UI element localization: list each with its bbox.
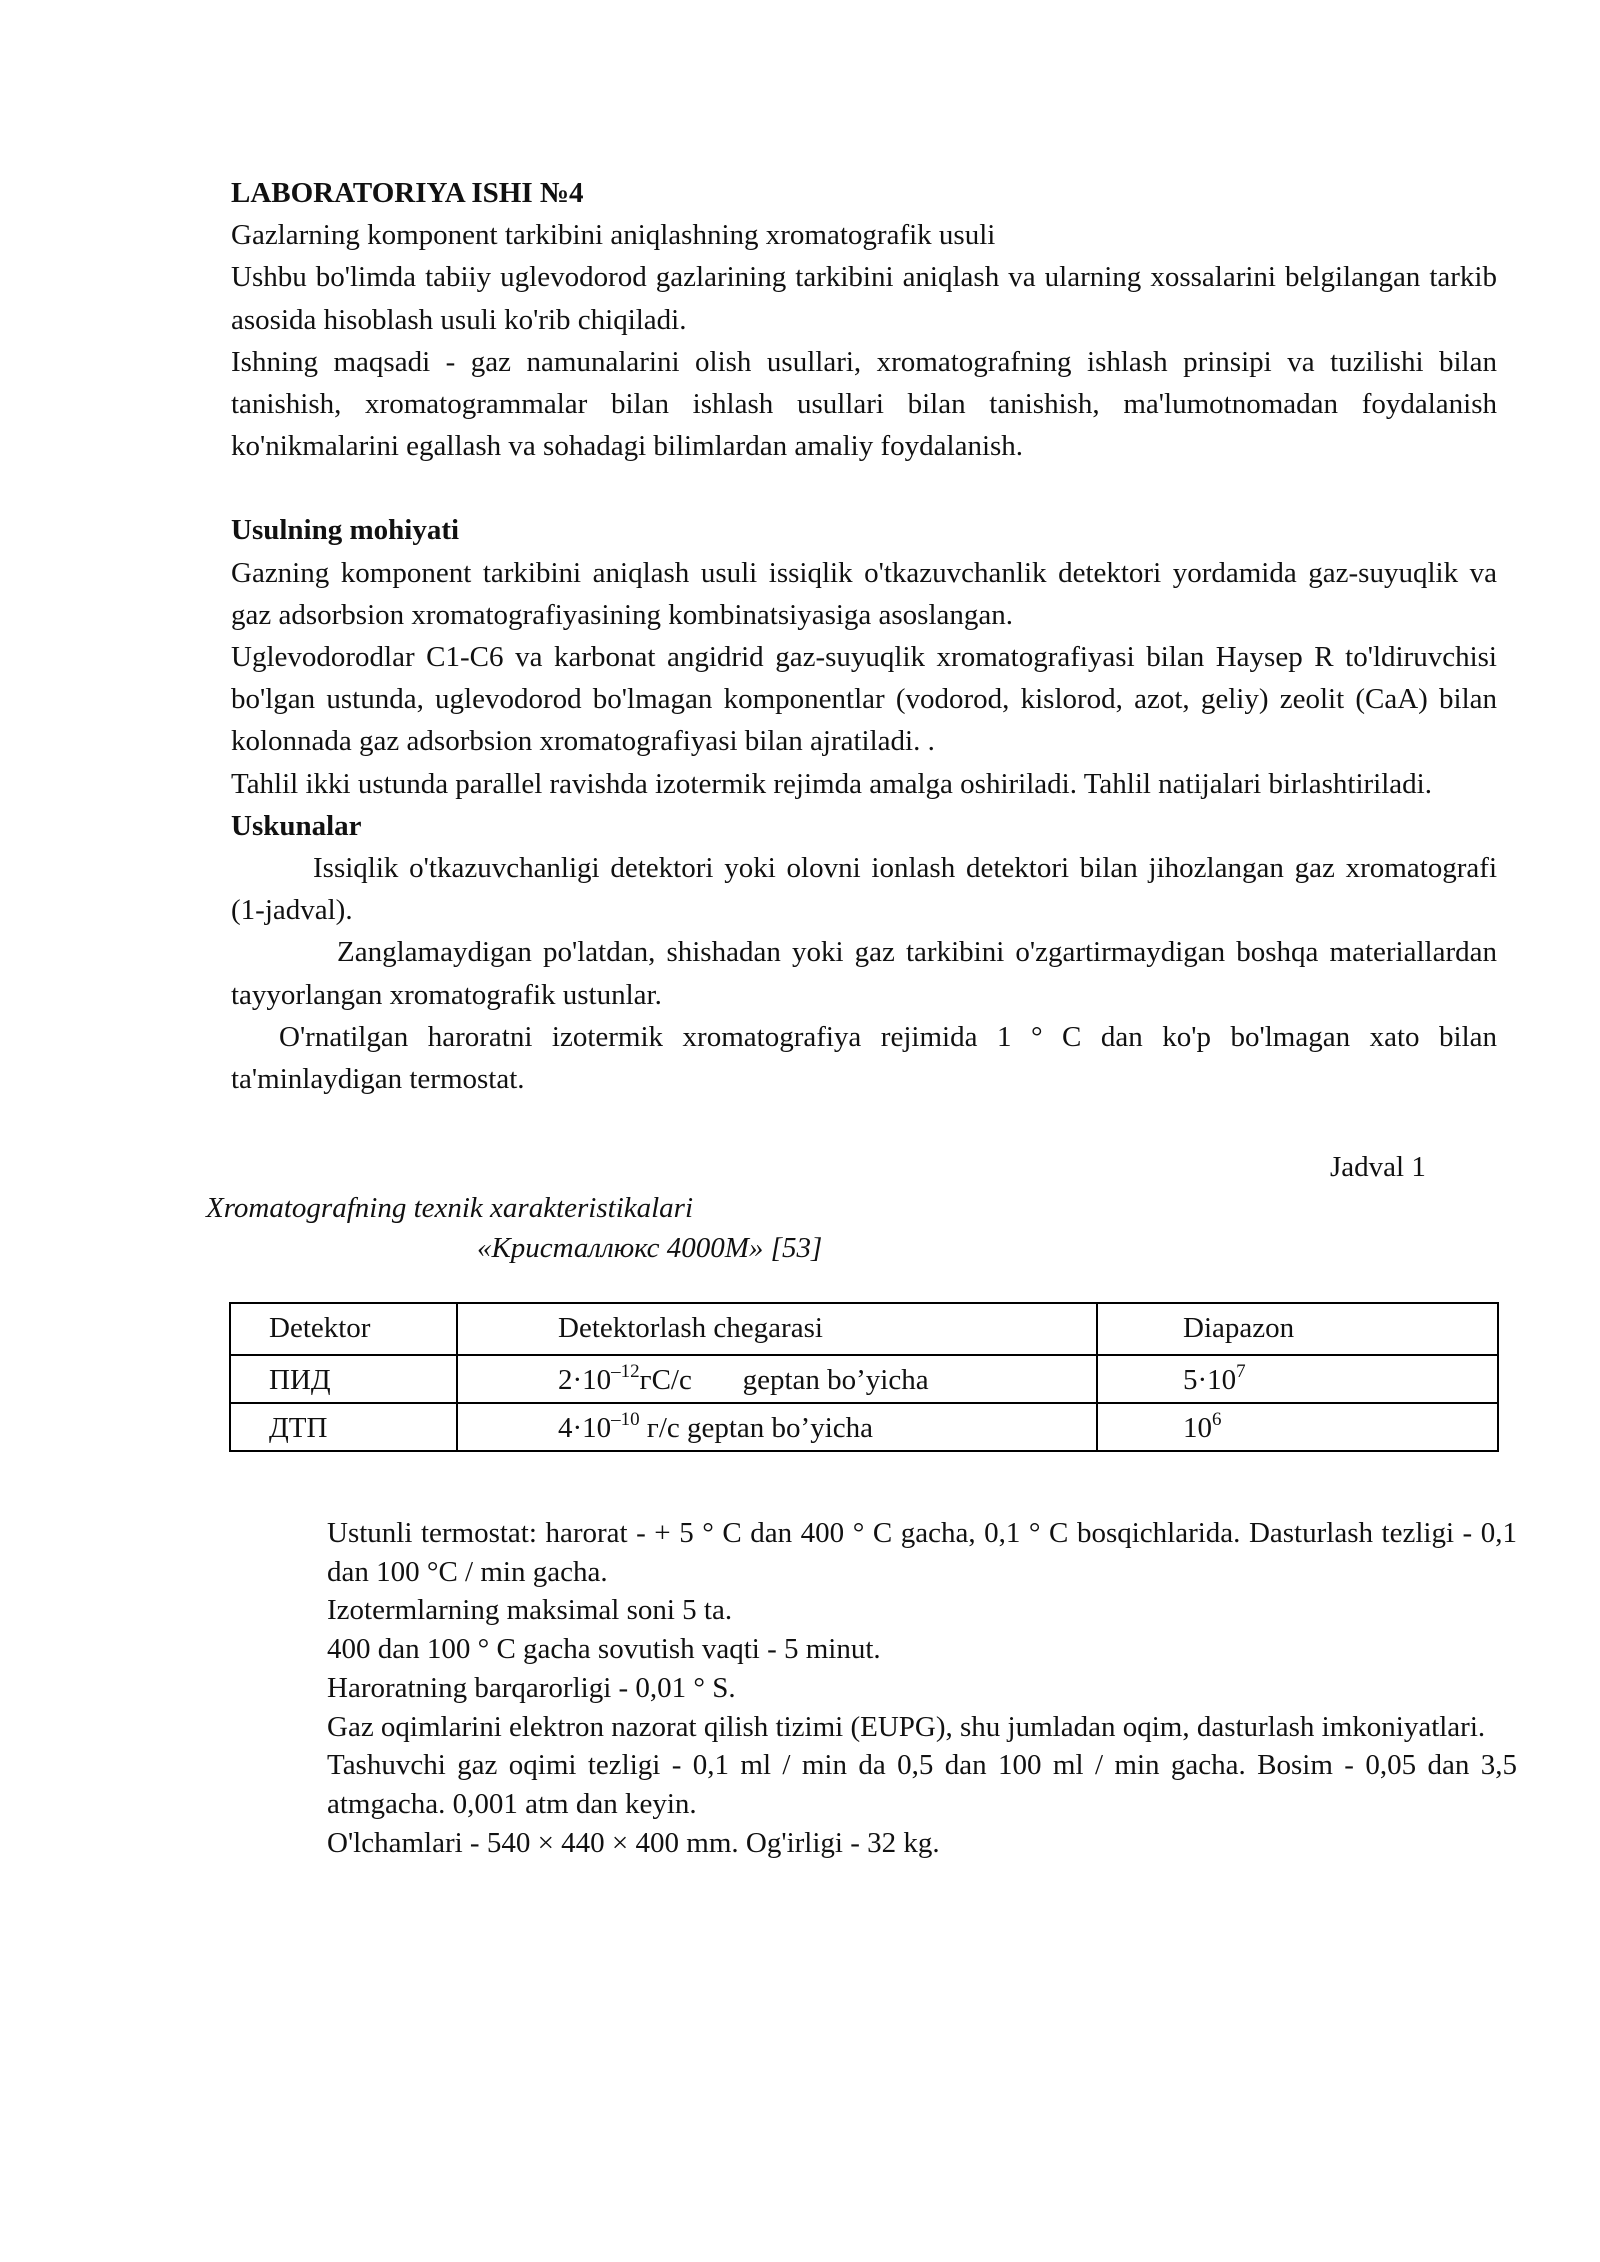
table-label: Jadval 1 <box>1330 1151 1426 1183</box>
spec-item: Gaz oqimlarini elektron nazorat qilish tizimi (EUPG), shu jumladan oqim, dasturlash imkoniyatlari. <box>327 1710 1486 1743</box>
spec-item: 400 dan 100 ° C gacha sovutish vaqti - 5 minut. <box>327 1633 881 1666</box>
essence-paragraph-2: Uglevodorodlar C1-C6 va karbonat angidrid gaz-suyuqlik xromatografiyasi bilan Haysep R to'ldiruvchisi bo'lgan ustunda, uglevodorod bo'lmagan komponentlar (vodorod, kislorod, azot, geliy) zeolit (CaA) bilan kolonnada gaz adsorbsion xromatografiyasi bilan ajratiladi. . <box>231 641 1497 758</box>
range-exponent: 7 <box>1236 1361 1246 1382</box>
cell-limit <box>457 1403 1097 1451</box>
range-base: 10 <box>1183 1412 1212 1444</box>
limit-exponent: –12 <box>611 1361 640 1382</box>
spacer <box>231 467 1497 509</box>
page-subtitle: Gazlarning komponent tarkibini aniqlashning xromatografik usuli <box>231 219 996 252</box>
equipment-paragraph-1: Issiqlik o'tkazuvchanligi detektori yoki olovni ionlash detektori bilan jihozlangan gaz xromatografi (1-jadval). <box>231 852 1497 927</box>
spec-item: Ustunli termostat: harorat - + 5 ° C dan 400 ° C gacha, 0,1 ° C bosqichlarida. Dasturlash tezligi - 0,1 dan 100 °C / min gacha. <box>327 1517 1517 1588</box>
table-row <box>230 1355 1498 1403</box>
spec-item: Haroratning barqarorligi - 0,01 ° S. <box>327 1671 736 1704</box>
essence-paragraph-1: Gazning komponent tarkibini aniqlash usuli issiqlik o'tkazuvchanlik detektori yordamida gaz-suyuqlik va gaz adsorbsion xromatografiyasining kombinatsiyasiga asoslangan. <box>231 556 1497 631</box>
table-caption: Xromatografning texnik xarakteristikalari <box>206 1192 694 1224</box>
intro-paragraph: Ushbu bo'limda tabiiy uglevodorod gazlarining tarkibini aniqlash va ularning xossalarini belgilangan tarkib asosida hisoblash usuli ko'rib chiqiladi. <box>231 261 1497 336</box>
header-range: Diapazon <box>1097 1303 1498 1355</box>
range-base: 5·10 <box>1183 1364 1237 1396</box>
header-limit: Detektorlash chegarasi <box>457 1303 1097 1355</box>
limit-base: 4·10 <box>558 1412 612 1444</box>
goal-paragraph: Ishning maqsadi - gaz namunalarini olish usullari, xromatografning ishlash prinsipi va tuzilishi bilan tanishish, xromatogrammalar bilan ishlash usullari bilan tanishish, ma'lumotnomadan foydalanish ko'nikmalarini egallash va sohadagi bilimlardan amaliy foydalanish. <box>231 345 1497 463</box>
limit-base: 2·10 <box>558 1364 612 1396</box>
limit-unit: гC/c geptan bo’yicha <box>639 1364 929 1396</box>
spec-item: Izotermlarning maksimal soni 5 ta. <box>327 1594 733 1627</box>
cell-range <box>1097 1403 1498 1451</box>
header-detector: Detektor <box>230 1303 457 1355</box>
equipment-paragraph-2: Zanglamaydigan po'latdan, shishadan yoki gaz tarkibini o'zgartirmaydigan boshqa materiallardan tayyorlangan xromatografik ustunlar. <box>231 936 1497 1011</box>
main-text <box>231 172 1497 1100</box>
spec-item: O'lchamlari - 540 × 440 × 400 mm. Og'irligi - 32 kg. <box>327 1826 940 1859</box>
cell-detector: ПИД <box>230 1355 457 1403</box>
page-title: LABORATORIYA ISHI №4 <box>231 177 584 209</box>
cell-limit <box>457 1355 1097 1403</box>
table-header-row <box>230 1303 1498 1355</box>
essence-heading: Usulning mohiyati <box>231 514 460 547</box>
spec-list <box>327 1514 1517 1862</box>
range-exponent: 6 <box>1212 1409 1222 1430</box>
cell-detector: ДТП <box>230 1403 457 1451</box>
equipment-heading: Uskunalar <box>231 809 362 842</box>
cell-range <box>1097 1355 1498 1403</box>
limit-unit: г/c geptan bo’yicha <box>639 1412 874 1444</box>
limit-exponent: –10 <box>611 1409 640 1430</box>
table-caption-model: «Кристаллюкс 4000М» [53] <box>477 1232 823 1264</box>
equipment-paragraph-3: O'rnatilgan haroratni izotermik xromatografiya rejimida 1 ° C dan ko'p bo'lmagan xato bilan ta'minlaydigan termostat. <box>231 1020 1497 1096</box>
essence-paragraph-3: Tahlil ikki ustunda parallel ravishda izotermik rejimda amalga oshiriladi. Tahlil natijalari birlashtiriladi. <box>231 767 1432 800</box>
table-row <box>230 1403 1498 1451</box>
spec-item: Tashuvchi gaz oqimi tezligi - 0,1 ml / min da 0,5 dan 100 ml / min gacha. Bosim - 0,05 dan 3,5 atmgacha. 0,001 atm dan keyin. <box>327 1749 1517 1820</box>
spec-table <box>229 1302 1499 1452</box>
